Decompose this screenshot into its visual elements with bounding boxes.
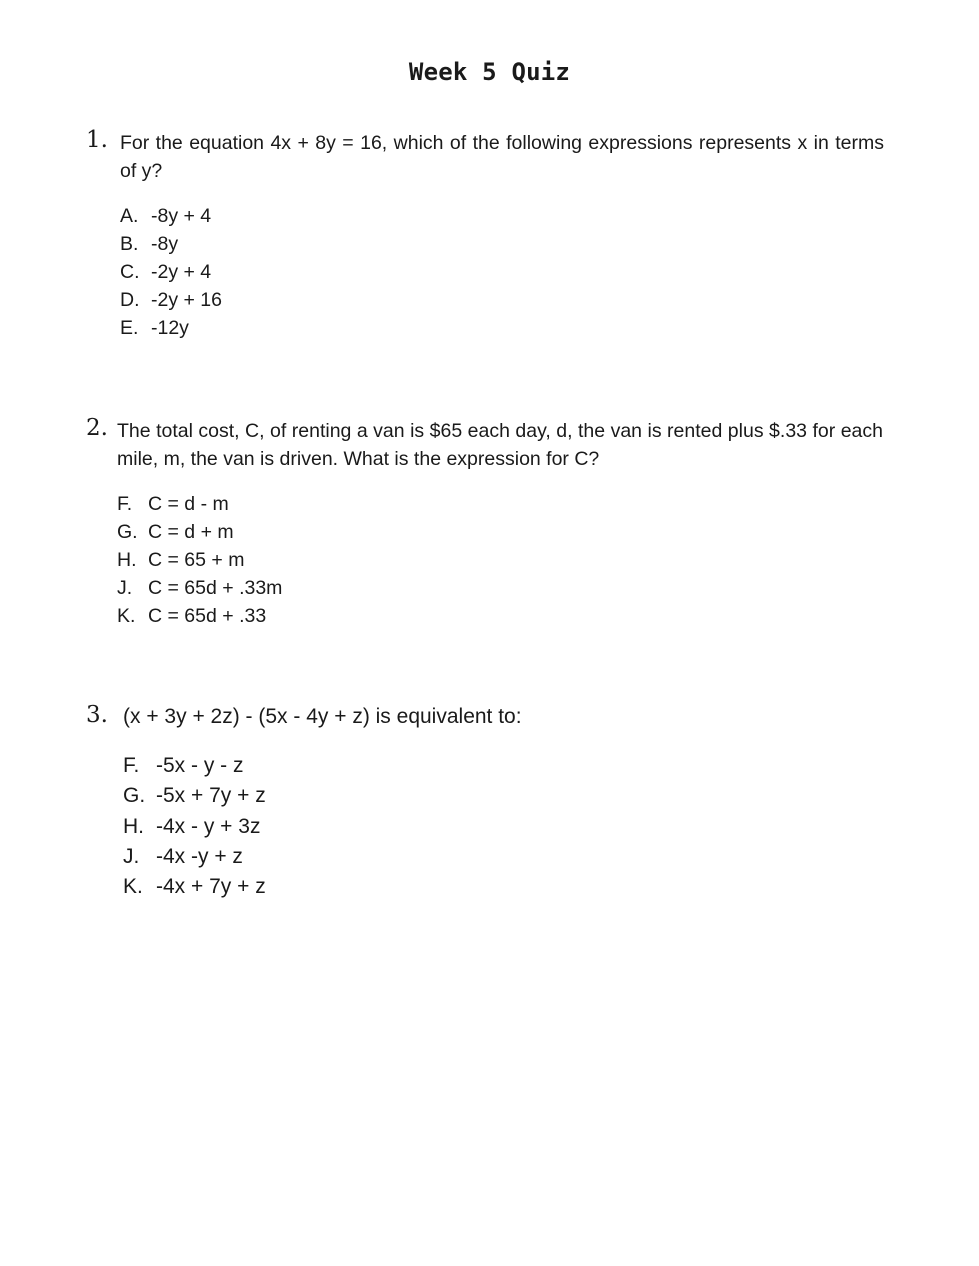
choice-letter: E. xyxy=(120,317,139,339)
answer-choice-c[interactable] xyxy=(120,258,222,286)
answer-choice-h[interactable] xyxy=(123,812,266,842)
answer-choices xyxy=(117,490,282,630)
answer-choice-h[interactable] xyxy=(117,546,282,574)
choice-letter: H. xyxy=(117,549,137,571)
question-text: (x + 3y + 2z) - (5x - 4y + z) is equivalent to: xyxy=(123,705,522,728)
choice-text: C = d + m xyxy=(148,521,234,543)
choice-letter: A. xyxy=(120,205,139,227)
answer-choice-g[interactable] xyxy=(123,781,266,811)
choice-letter: J. xyxy=(123,844,140,868)
choice-letter: B. xyxy=(120,233,139,255)
answer-choices xyxy=(123,751,266,902)
choice-letter: H. xyxy=(123,814,144,838)
choice-text: -4x + 7y + z xyxy=(156,875,266,899)
choice-text: -5x - y - z xyxy=(156,754,244,777)
choice-text: -2y + 4 xyxy=(151,261,212,283)
choice-letter: F. xyxy=(123,754,140,777)
answer-choice-k[interactable] xyxy=(123,872,266,902)
answer-choice-a[interactable] xyxy=(120,202,222,230)
choice-letter: C. xyxy=(120,261,140,283)
answer-choice-j[interactable] xyxy=(117,574,282,602)
choice-letter: D. xyxy=(120,289,140,311)
choice-text: -12y xyxy=(151,317,189,339)
question-text: For the equation 4x + 8y = 16, which of the following expressions represents x in terms of y? xyxy=(120,132,884,182)
choice-letter: G. xyxy=(123,784,146,808)
answer-choice-f[interactable] xyxy=(123,751,266,781)
choice-text: -8y xyxy=(151,233,179,255)
question-number: 3. xyxy=(86,702,108,728)
answer-choice-e[interactable] xyxy=(120,314,222,342)
question-number: 2. xyxy=(86,415,108,441)
choice-text: C = 65d + .33 xyxy=(148,605,267,627)
answer-choice-f[interactable] xyxy=(117,490,282,518)
choice-text: -4x - y + 3z xyxy=(156,814,261,838)
answer-choice-d[interactable] xyxy=(120,286,222,314)
answer-choice-g[interactable] xyxy=(117,518,282,546)
choice-letter: J. xyxy=(117,577,133,599)
choice-text: C = d - m xyxy=(148,493,229,515)
choice-text: C = 65 + m xyxy=(148,549,245,571)
choice-letter: G. xyxy=(117,521,138,543)
answer-choices xyxy=(120,202,222,342)
choice-text: -2y + 16 xyxy=(151,289,223,311)
choice-text: -8y + 4 xyxy=(151,205,212,227)
answer-choice-b[interactable] xyxy=(120,230,222,258)
choice-letter: K. xyxy=(123,875,143,899)
choice-text: -4x -y + z xyxy=(156,844,243,868)
answer-choice-j[interactable] xyxy=(123,842,266,872)
page-title: Week 5 Quiz xyxy=(408,58,571,86)
answer-choice-k[interactable] xyxy=(117,602,282,630)
choice-text: C = 65d + .33m xyxy=(148,577,283,599)
choice-letter: K. xyxy=(117,605,136,627)
choice-letter: F. xyxy=(117,493,133,515)
question-text: The total cost, C, of renting a van is $65 each day, d, the van is rented plus $.33 for each mile, m, the van is driven. What is the expression for C? xyxy=(117,420,883,470)
choice-text: -5x + 7y + z xyxy=(156,784,266,808)
question-number: 1. xyxy=(86,127,108,153)
